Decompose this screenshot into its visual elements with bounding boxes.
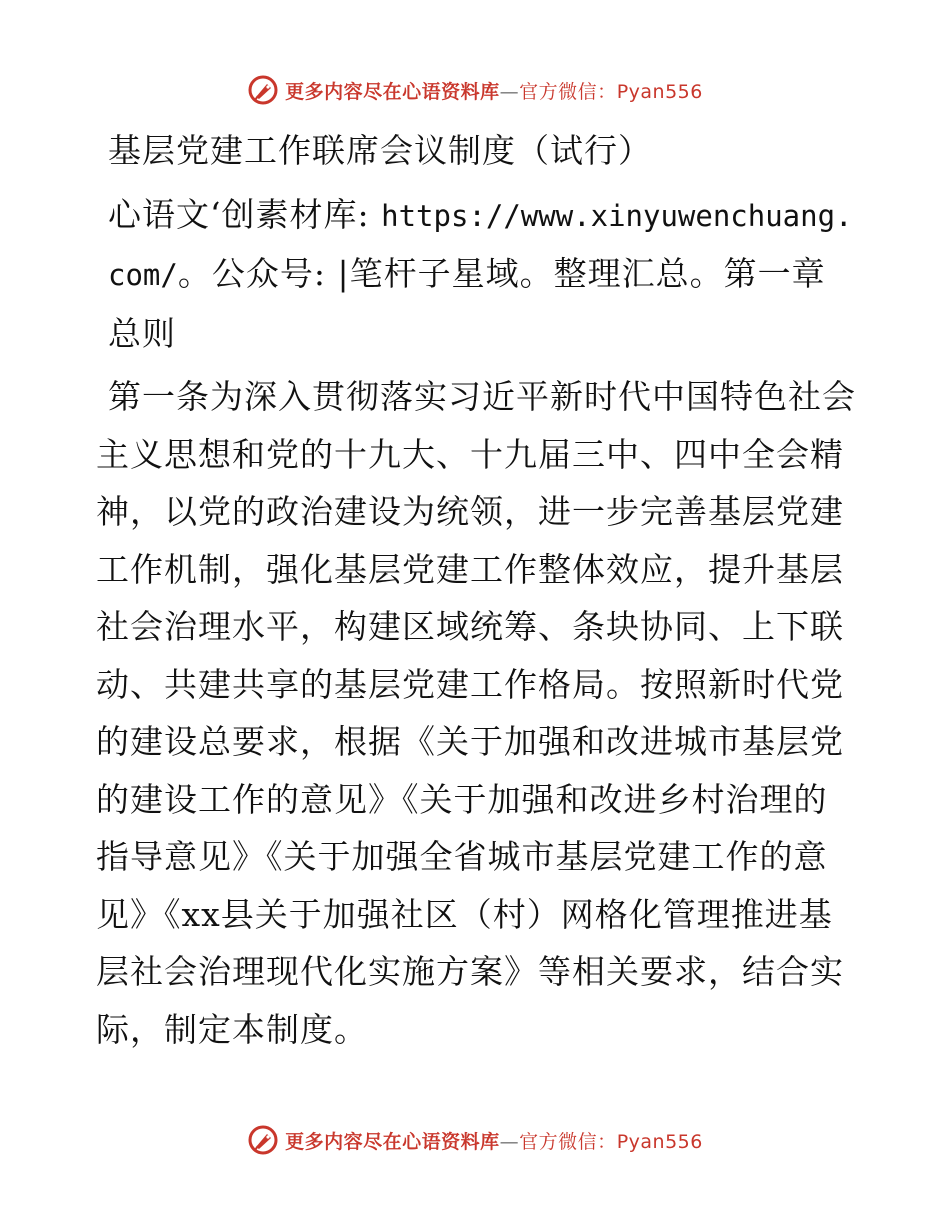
source-url: https://www.xinyuwenchuang.com/ xyxy=(108,198,853,292)
article-one-paragraph: 第一条为深入贯彻落实习近平新时代中国特色社会主义思想和党的十九大、十九届三中、四中全会精神，以党的政治建设为统领，进一步完善基层党建工作机制，强化基层党建工作整体效应，提升基层社会治理水平，构建区域统筹、条块协同、上下联动、共建共享的基层党建工作格局。按照新时代党的建设总要求，根据《关于加强和改进城市基层党的建设工作的意见》《关于加强和改进乡村治理的指导意见》《关于加强全省城市基层党建工作的意见》《xx县关于加强社区（村）网格化管理推进基层社会治理现代化实施方案》等相关要求，结合实际，制定本制度。 xyxy=(96,377,856,1049)
source-prefix: 心语文ʻ创素材库: xyxy=(108,194,382,234)
pen-nib-logo-icon xyxy=(247,1124,279,1156)
document-title: 基层党建工作联席会议制度（试行） xyxy=(108,131,652,170)
banner-text: 更多内容尽在心语资料库—官方微信：Pyan556 xyxy=(285,1130,703,1153)
source-note xyxy=(96,186,858,363)
document-body xyxy=(96,122,858,1058)
header-banner xyxy=(0,70,950,110)
pen-nib-logo-icon xyxy=(247,74,279,106)
source-suffix: 。公众号: |笔杆子星域。整理汇总。第一章总则 xyxy=(108,254,826,353)
banner-text: 更多内容尽在心语资料库—官方微信：Pyan556 xyxy=(285,80,703,103)
footer-banner xyxy=(0,1120,950,1160)
